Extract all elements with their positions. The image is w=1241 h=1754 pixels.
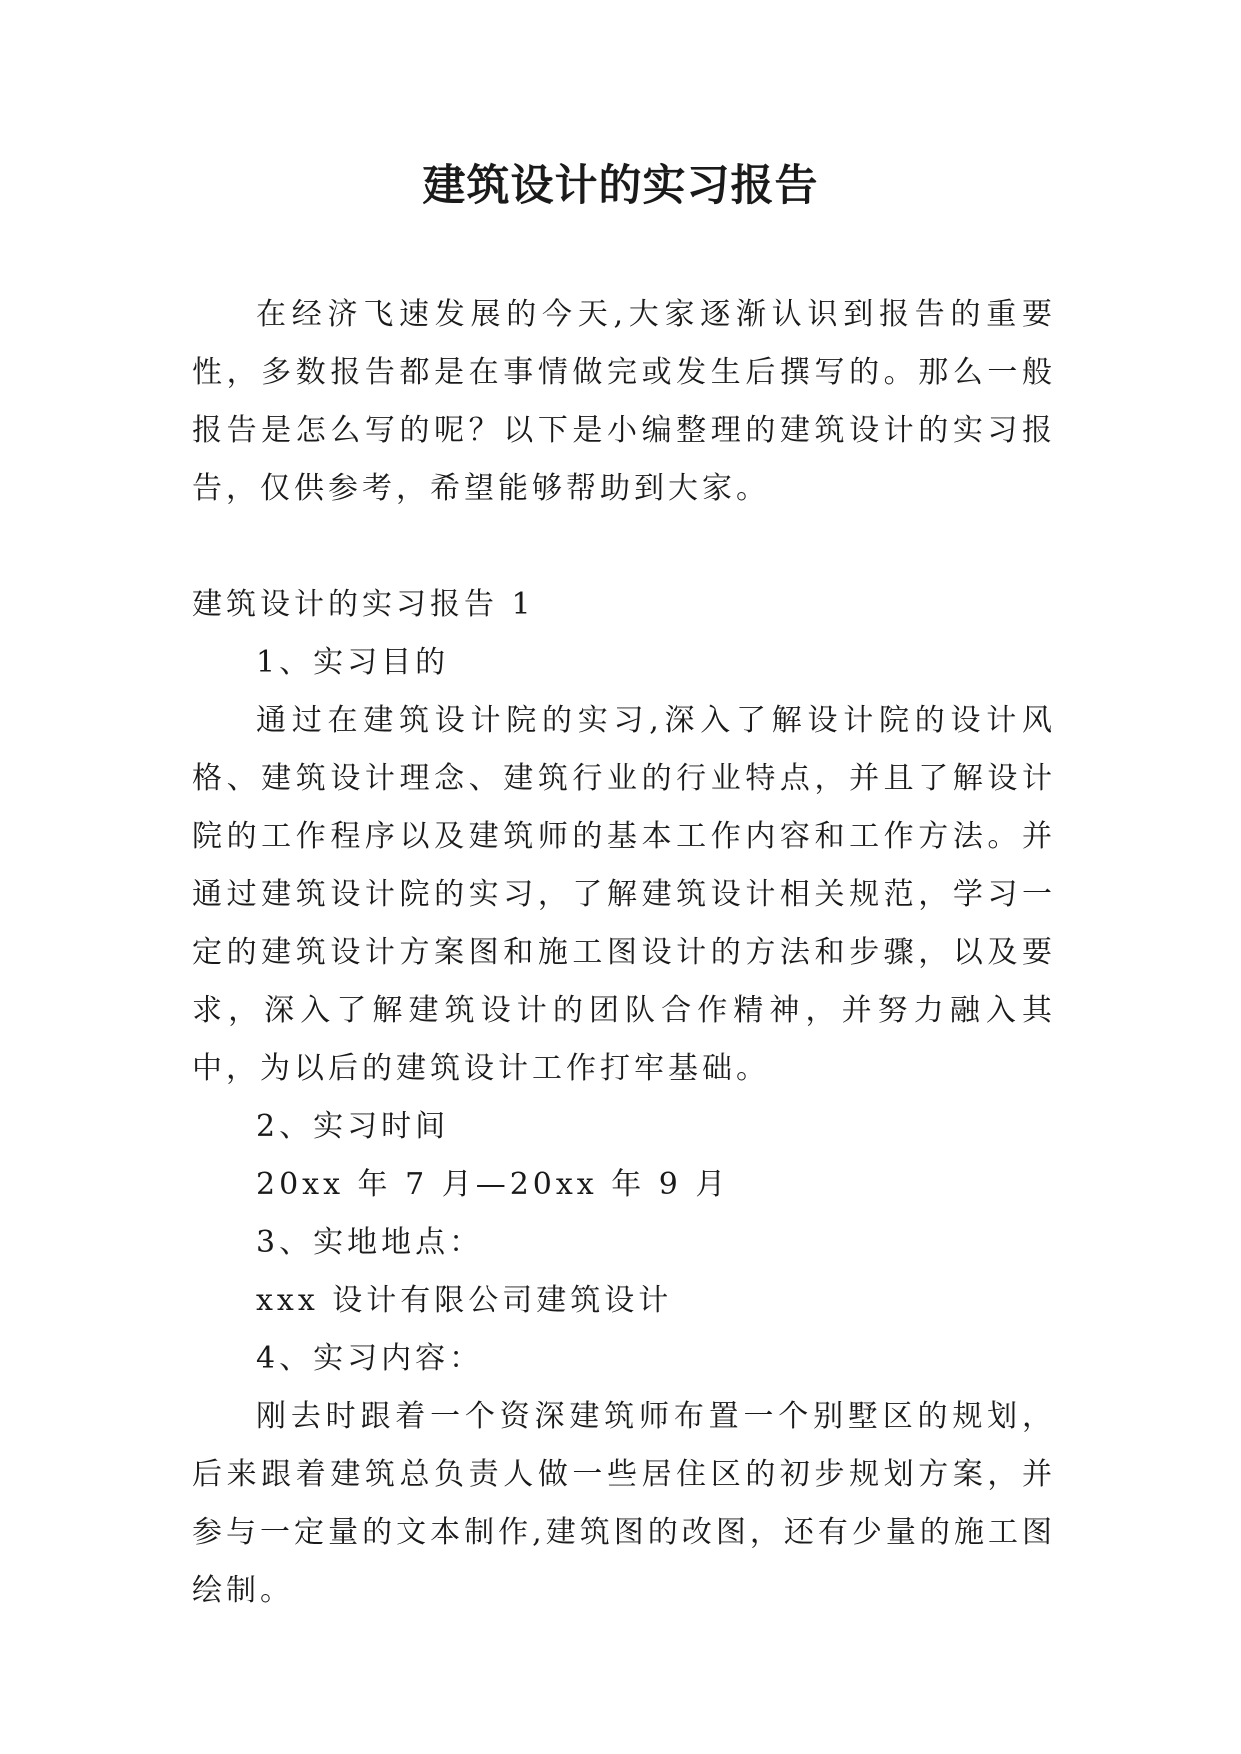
item-text-location: xxx 设计有限公司建筑设计	[256, 1283, 673, 1318]
document-title: 建筑设计的实习报告	[422, 161, 819, 211]
item-heading-content: 4、实习内容：	[256, 1341, 484, 1376]
paragraph-spacer	[192, 518, 1056, 576]
item-text-purpose: 通过在建筑设计院的实习,深入了解设计院的设计风格、建筑设计理念、建筑行业的行业特点，并且了解设计院的工作程序以及建筑师的基本工作内容和工作方法。并通过建筑设计院的实习，了解建筑设计相关规范，学习一定的建筑设计方案图和施工图设计的方法和步骤，以及要求，深入了解建筑设计的团队合作精神，并努力融入其中，为以后的建筑设计工作打牢基础。	[192, 703, 1056, 1086]
item-heading-time: 2、实习时间	[256, 1109, 450, 1144]
item-heading-purpose: 1、实习目的	[256, 645, 450, 680]
intro-paragraph: 在经济飞速发展的今天,大家逐渐认识到报告的重要性，多数报告都是在事情做完或发生后撰写的。那么一般报告是怎么写的呢？以下是小编整理的建筑设计的实习报告，仅供参考，希望能够帮助到大家。	[192, 297, 1056, 506]
document-body	[192, 286, 1056, 1620]
item-heading-location: 3、实地地点：	[256, 1225, 484, 1260]
item-text-time: 20xx 年 7 月—20xx 年 9 月	[256, 1167, 730, 1202]
section-heading: 建筑设计的实习报告 1	[192, 587, 535, 622]
item-text-content: 刚去时跟着一个资深建筑师布置一个别墅区的规划，后来跟着建筑总负责人做一些居住区的初步规划方案，并参与一定量的文本制作,建筑图的改图，还有少量的施工图绘制。	[192, 1399, 1056, 1608]
